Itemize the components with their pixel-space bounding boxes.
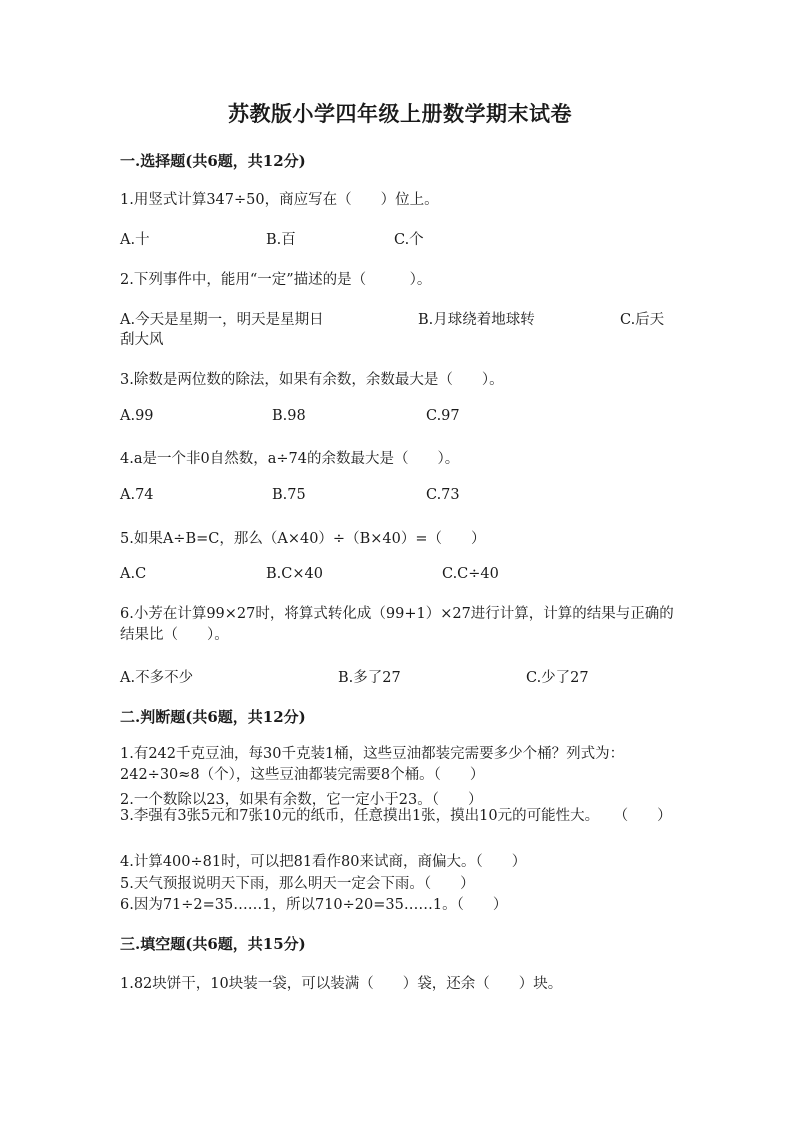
question-text: 1.用竖式计算347÷50，商应写在（ ）位上。 [120, 192, 439, 208]
section-heading-choice: 一.选择题(共6题，共12分) [120, 152, 306, 170]
option-a: A.74 [120, 487, 154, 503]
option-a: A.不多不少 [120, 670, 194, 686]
judgement-item: 2.一个数除以23，如果有余数，它一定小于23。（ ） [120, 792, 483, 808]
judgement-item: 5.天气预报说明天下雨，那么明天一定会下雨。（ ） [120, 876, 475, 892]
option-c: C.C÷40 [442, 566, 499, 582]
question-text: 2.下列事件中，能用“一定”描述的是（ ）。 [120, 272, 432, 288]
option-b: B.75 [272, 487, 306, 503]
question-text: 6.小芳在计算99×27时，将算式转化成（99+1）×27进行计算，计算的结果与正确的结果比（ ）。 [120, 606, 674, 643]
judgement-item: 6.因为71÷2=35……1，所以710÷20=35……1。（ ） [120, 897, 508, 913]
option-c: C.个 [394, 232, 424, 248]
question-text: 5.如果A÷B=C，那么（A×40）÷（B×40）=（ ） [120, 531, 486, 547]
judgement-item: 3.李强有3张5元和7张10元的纸币，任意摸出1张，摸出10元的可能性大。 （ ） [120, 808, 672, 824]
question-text: 3.除数是两位数的除法，如果有余数，余数最大是（ ）。 [120, 372, 504, 388]
page-title: 苏教版小学四年级上册数学期末试卷 [228, 101, 572, 126]
option-b: B.98 [272, 408, 306, 424]
option-b: B.C×40 [266, 566, 323, 582]
option-b: B.多了27 [338, 670, 401, 686]
option-a: A.十 [120, 232, 150, 248]
option-c: C.73 [426, 487, 460, 503]
option-a: A.99 [120, 408, 154, 424]
option-b: B.月球绕着地球转 [418, 312, 535, 328]
option-a: A.今天是星期一，明天是星期日 [120, 312, 324, 328]
option-c: C.97 [426, 408, 460, 424]
section-heading-fill-blank: 三.填空题(共6题，共15分) [120, 935, 306, 953]
option-c: C.后天 [620, 312, 665, 328]
option-continuation: 刮大风 [120, 332, 164, 348]
option-b: B.百 [266, 232, 296, 248]
section-heading-judgement: 二.判断题(共6题，共12分) [120, 708, 306, 726]
judgement-item: 1.有242千克豆油，每30千克装1桶，这些豆油都装完需要多少个桶？列式为：242÷30≈8（个），这些豆油都装完需要8个桶。（ ） [120, 746, 625, 783]
judgement-item: 4.计算400÷81时，可以把81看作80来试商，商偏大。（ ） [120, 854, 527, 870]
option-c: C.少了27 [526, 670, 589, 686]
fill-blank-item: 1.82块饼干，10块装一袋，可以装满（ ）袋，还余（ ）块。 [120, 976, 563, 992]
option-a: A.C [120, 566, 147, 582]
question-text: 4.a是一个非0自然数，a÷74的余数最大是（ ）。 [120, 451, 460, 467]
